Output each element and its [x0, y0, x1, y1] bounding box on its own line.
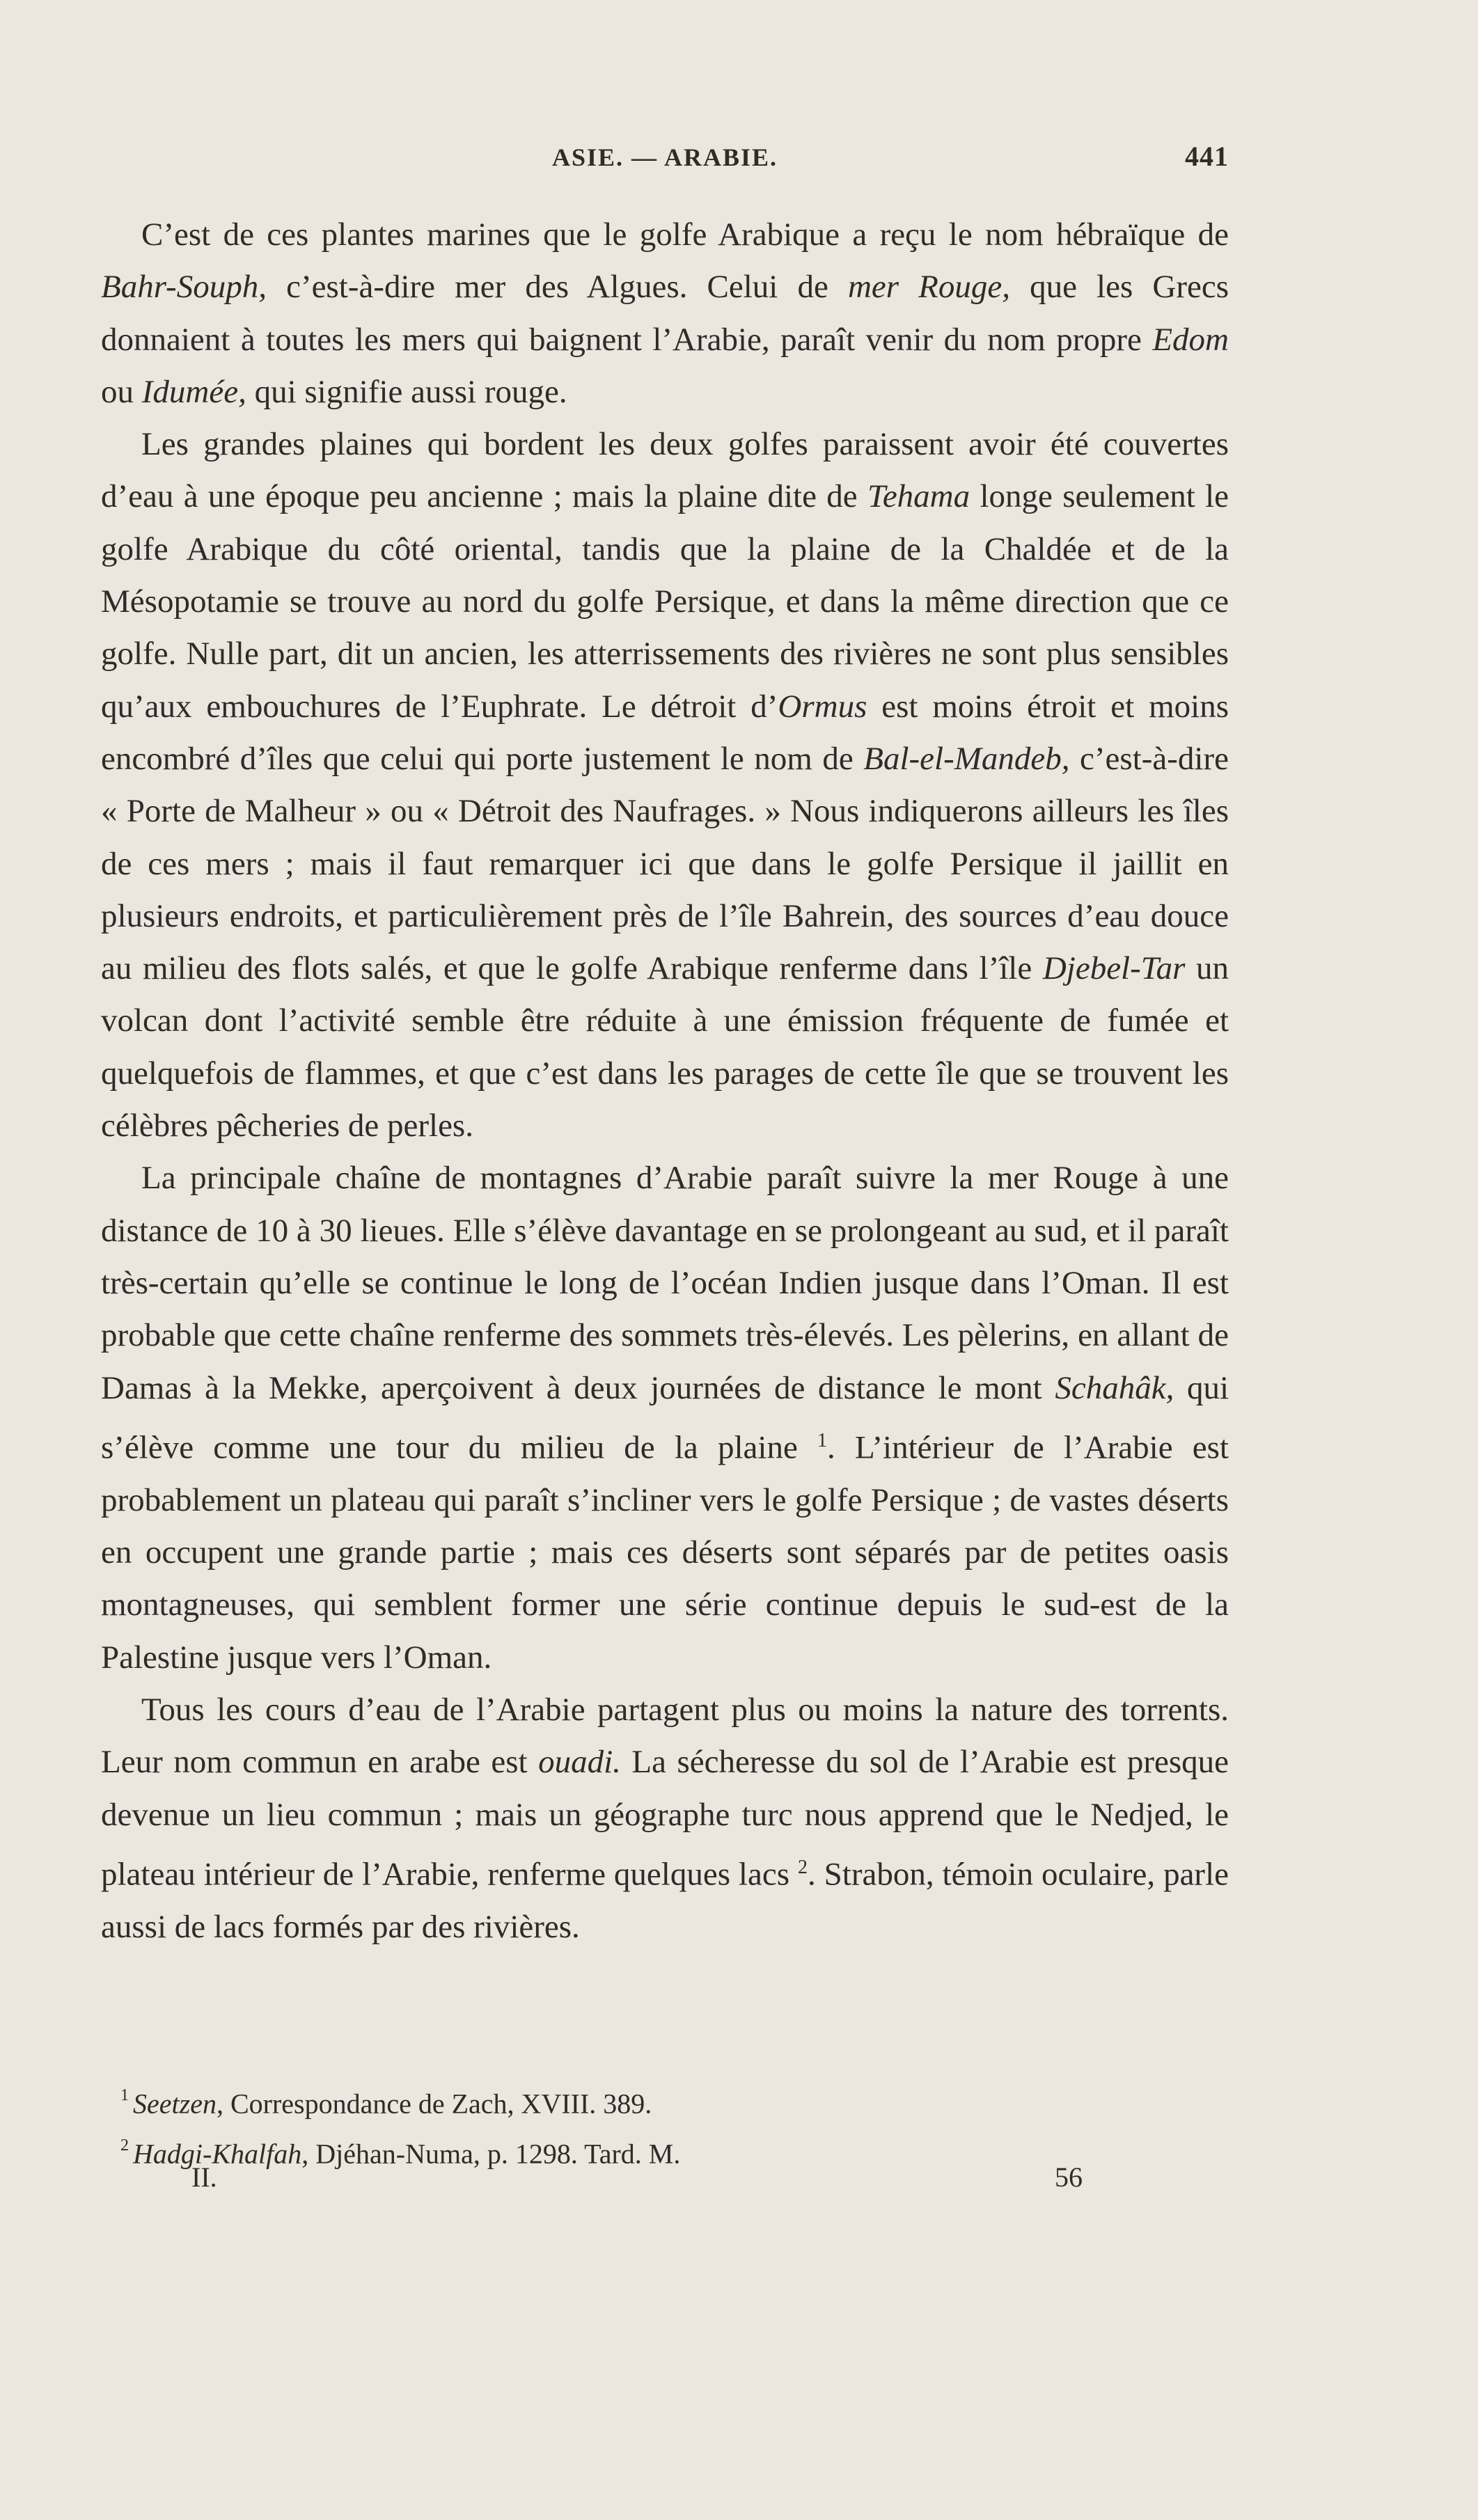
italic-term: Idumée,: [141, 373, 246, 410]
italic-term: Djebel-Tar: [1042, 950, 1186, 987]
italic-term: Schahâk,: [1055, 1369, 1174, 1406]
italic-term: Edom: [1152, 321, 1229, 358]
italic-term: ouadi.: [538, 1744, 621, 1781]
footnote: [101, 2076, 1229, 2126]
italic-term: mer Rouge,: [847, 269, 1010, 306]
text-run: . L’intérieur de l’Arabie est probablement un plateau qui paraît s’incliner vers le golfe Persique ; de vastes déserts en occupent une grande partie ; mais ces déserts sont séparés par de petites oasis montagneuses, qui semblent former une série continue depuis le sud-est de la Palestine jusque vers l’Oman.: [101, 1429, 1229, 1676]
running-title: ASIE. — ARABIE.: [551, 143, 778, 171]
text-run: La sécheresse du sol de l’Arabie est presque devenue un lieu commun ; mais un géographe turc nous apprend que le Nedjed, le plateau intérieur de l’Arabie, renferme quelques lacs: [101, 1744, 1229, 1893]
italic-term: Tehama: [867, 478, 970, 515]
footnote-text: , Correspondance de Zach, XVIII. 389.: [216, 2088, 652, 2120]
italic-term: Bahr-Souph,: [101, 269, 267, 306]
running-head: [101, 143, 1229, 184]
page-number: 441: [1185, 141, 1229, 172]
text-run: Tous les cours d’eau de l’Arabie partagent plus ou moins la nature des torrents. Leur nom commun en arabe est: [101, 1691, 1229, 1781]
text-run: ou: [101, 373, 142, 410]
text-run: longe seulement le golfe Arabique du côté oriental, tandis que la plaine de la Chaldée et de la Mésopotamie se trouve au nord du golfe Persique, et dans la même direction que ce golfe. Nulle part, dit un ancien, les atterrissements des rivières ne sont plus sensibles qu’aux embouchures de l’Euphrate. Le détroit d’: [101, 478, 1229, 725]
footnote-mark: 2: [120, 2136, 129, 2155]
footnote-author: Hadgi-Khalfah: [133, 2138, 302, 2170]
text-run: c’est-à-dire mer des Algues. Celui de: [266, 269, 848, 306]
text-run: est moins étroit et moins encombré d’îles que celui qui porte justement le nom de: [101, 688, 1229, 777]
paragraph: [101, 209, 1229, 418]
text-run: un volcan dont l’activité semble être réduite à une émission fréquente de fumée et quelquefois de flammes, et que c’est dans les parages de cette île que se trouvent les célèbres pêcheries de perles.: [101, 950, 1229, 1144]
footnote-author: Seetzen: [133, 2088, 217, 2120]
footnote-reference: 2: [797, 1856, 808, 1878]
body-text: [101, 209, 1229, 1953]
paragraph: [101, 418, 1229, 1152]
text-run: qui signifie aussi rouge.: [246, 373, 567, 410]
text-run: C’est de ces plantes marines que le golfe Arabique a reçu le nom hébraïque de: [141, 216, 1229, 253]
footnote-mark: 1: [120, 2086, 129, 2104]
text-run: . Strabon, témoin oculaire, parle aussi de lacs formés par des rivières.: [101, 1856, 1229, 1945]
footnote-text: , Djéhan-Numa, p. 1298. Tard. M.: [301, 2138, 681, 2170]
text-run: qui s’élève comme une tour du milieu de la plaine: [101, 1369, 1229, 1466]
text-run: Les grandes plaines qui bordent les deux golfes paraissent avoir été couvertes d’eau à une époque peu ancienne ; mais la plaine dite de: [101, 426, 1229, 515]
volume-signature: II.: [191, 2161, 217, 2193]
text-run: que les Grecs donnaient à toutes les mers qui baignent l’Arabie, paraît venir du nom propre: [101, 269, 1229, 358]
italic-term: Bal-el-Mandeb,: [863, 740, 1070, 777]
text-run: La principale chaîne de montagnes d’Arabie paraît suivre la mer Rouge à une distance de 10 à 30 lieues. Elle s’élève davantage en se prolongeant au sud, et il paraît très-certain qu’elle se continue le long de l’océan Indien jusque dans l’Oman. Il est probable que cette chaîne renferme des sommets très-élevés. Les pèlerins, en allant de Damas à la Mekke, aperçoivent à deux journées de distance le mont: [101, 1160, 1229, 1406]
footnote-reference: 1: [817, 1429, 828, 1451]
sheet-signature: 56: [1055, 2161, 1083, 2193]
paragraph: [101, 1684, 1229, 1953]
paragraph: [101, 1152, 1229, 1684]
text-run: c’est-à-dire « Porte de Malheur » ou « Détroit des Naufrages. » Nous indiquerons ailleurs les îles de ces mers ; mais il faut remarquer ici que dans le golfe Persique il jaillit en plusieurs endroits, et particulièrement près de l’île Bahrein, des sources d’eau douce au milieu des flots salés, et que le golfe Arabique renferme dans l’île: [101, 740, 1229, 987]
italic-term: Ormus: [778, 688, 867, 725]
signature-line: [101, 2161, 1083, 2200]
